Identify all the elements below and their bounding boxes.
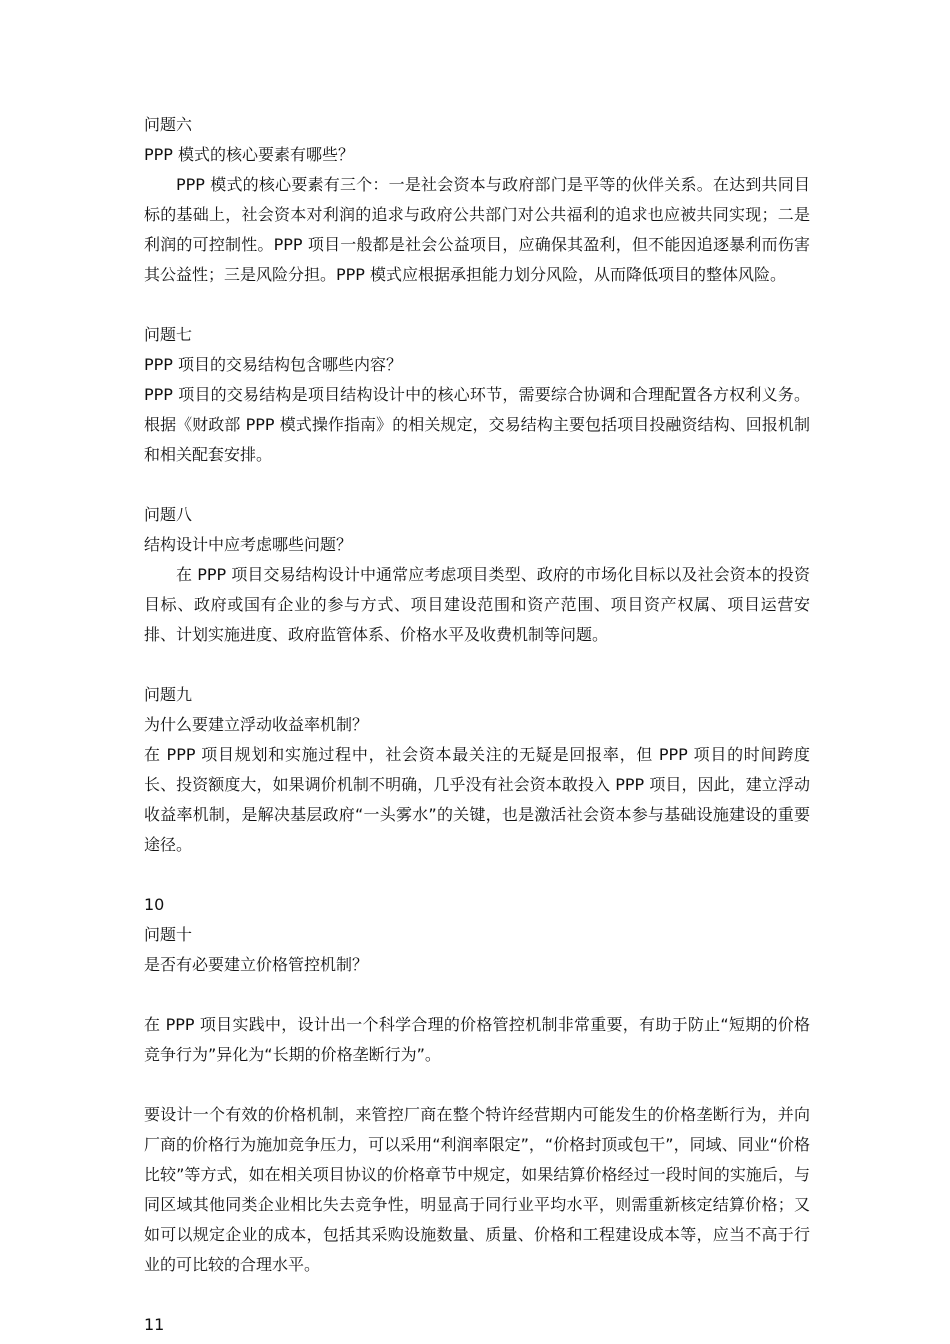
section-number: 10 <box>144 895 165 914</box>
section-question: PPP 项目的交易结构包含哪些内容？ <box>144 355 403 374</box>
section-6 <box>144 110 810 290</box>
section-9 <box>144 680 810 860</box>
section-10 <box>144 890 810 1280</box>
section-heading: 问题九 <box>144 685 193 704</box>
section-8 <box>144 500 810 650</box>
section-answer-paragraph: 要设计一个有效的价格机制，来管控厂商在整个特许经营期内可能发生的价格垄断行为，并向厂商的价格行为施加竞争压力，可以采用“利润率限定”，“价格封顶或包干”，同域、同业“价格比较”等方式，如在相关项目协议的价格章节中规定，如果结算价格经过一段时间的实施后，与同区域其他同类企业相比失去竞争性，明显高于同行业平均水平，则需重新核定结算价格；又如可以规定企业的成本，包括其采购设施数量、质量、价格和工程建设成本等，应当不高于行业的可比较的合理水平。 <box>144 1105 810 1274</box>
section-answer: 在 PPP 项目交易结构设计中通常应考虑项目类型、政府的市场化目标以及社会资本的投资目标、政府或国有企业的参与方式、项目建设范围和资产范围、项目资产权属、项目运营安排、计划实施进度、政府监管体系、价格水平及收费机制等问题。 <box>144 565 810 644</box>
section-answer: PPP 项目的交易结构是项目结构设计中的核心环节，需要综合协调和合理配置各方权利义务。根据《财政部 PPP 模式操作指南》的相关规定，交易结构主要包括项目投融资结构、回报机制和相关配套安排。 <box>144 385 810 464</box>
spacer <box>144 290 810 320</box>
next-section-number: 11 <box>144 1315 165 1334</box>
section-heading: 问题八 <box>144 505 193 524</box>
section-heading: 问题七 <box>144 325 193 344</box>
spacer <box>144 1070 810 1100</box>
spacer <box>144 1280 810 1310</box>
spacer <box>144 980 810 1010</box>
section-question: 为什么要建立浮动收益率机制？ <box>144 715 369 734</box>
spacer <box>144 650 810 680</box>
section-7 <box>144 320 810 470</box>
section-answer-paragraph: 在 PPP 项目实践中，设计出一个科学合理的价格管控机制非常重要，有助于防止“短期的价格竞争行为”异化为“长期的价格垄断行为”。 <box>144 1015 810 1064</box>
section-heading: 问题六 <box>144 115 193 134</box>
section-answer: 在 PPP 项目规划和实施过程中，社会资本最关注的无疑是回报率，但 PPP 项目的时间跨度长、投资额度大，如果调价机制不明确，几乎没有社会资本敢投入 PPP 项目，因此，建立浮动收益率机制，是解决基层政府“一头雾水”的关键，也是激活社会资本参与基础设施建设的重要途径。 <box>144 745 810 854</box>
document-page <box>144 110 810 1340</box>
section-heading: 问题十 <box>144 925 193 944</box>
section-question: 结构设计中应考虑哪些问题？ <box>144 535 353 554</box>
section-question: 是否有必要建立价格管控机制？ <box>144 955 369 974</box>
spacer <box>144 860 810 890</box>
section-question: PPP 模式的核心要素有哪些？ <box>144 145 355 164</box>
section-answer: PPP 模式的核心要素有三个：一是社会资本与政府部门是平等的伙伴关系。在达到共同目标的基础上，社会资本对利润的追求与政府公共部门对公共福利的追求也应被共同实现；二是利润的可控制性。PPP 项目一般都是社会公益项目，应确保其盈利，但不能因追逐暴利而伤害其公益性；三是风险分担。PPP 模式应根据承担能力划分风险，从而降低项目的整体风险。 <box>144 175 810 284</box>
spacer <box>144 470 810 500</box>
